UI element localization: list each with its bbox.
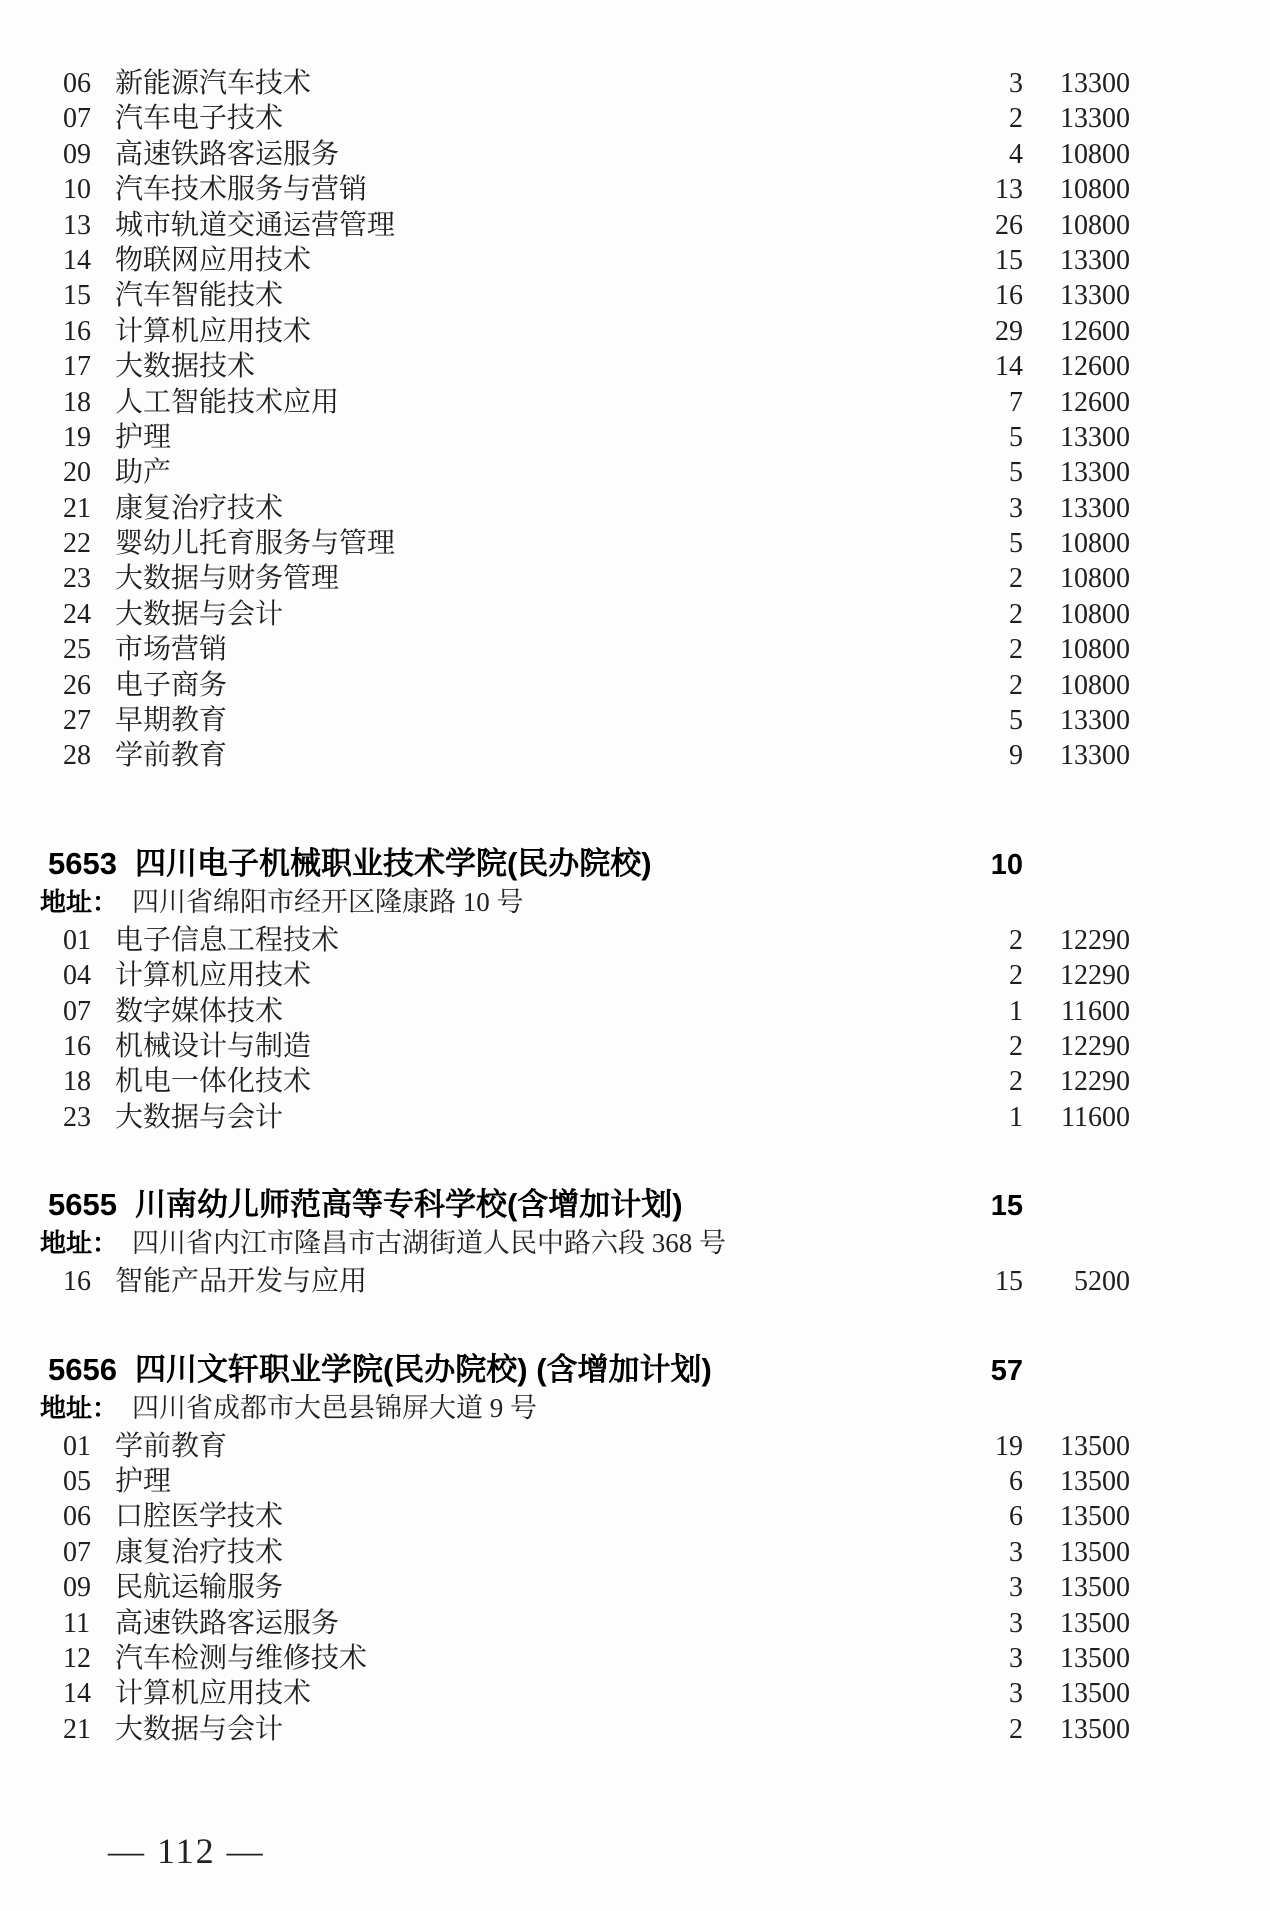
school-total-quota: 15 [990, 1190, 1023, 1223]
major-row [55, 632, 1130, 667]
major-name: 市场营销 [115, 634, 228, 666]
major-code: 01 [63, 1430, 91, 1462]
major-name: 数字媒体技术 [115, 995, 284, 1027]
major-code: 19 [63, 421, 91, 453]
major-row [55, 561, 1130, 596]
major-code: 04 [63, 960, 91, 992]
major-quota: 2 [1009, 669, 1023, 701]
major-quota: 6 [1009, 1501, 1023, 1533]
major-code: 27 [63, 705, 91, 737]
major-fee: 13300 [1060, 421, 1130, 453]
major-code: 06 [63, 68, 91, 99]
major-code: 16 [63, 315, 91, 347]
school-header [48, 844, 1130, 884]
major-row [55, 101, 1130, 136]
major-row [55, 1429, 1130, 1464]
major-fee: 12600 [1060, 386, 1130, 418]
major-quota: 16 [995, 280, 1023, 312]
major-name: 康复治疗技术 [115, 1536, 284, 1568]
major-fee: 13500 [1060, 1501, 1130, 1533]
major-row [55, 491, 1130, 526]
major-fee: 10800 [1060, 528, 1130, 560]
major-fee: 13300 [1060, 244, 1130, 276]
major-name: 计算机应用技术 [115, 960, 312, 992]
school-major-rows [55, 1429, 1130, 1748]
major-name: 高速铁路客运服务 [115, 138, 340, 170]
major-fee: 5200 [1074, 1266, 1130, 1298]
major-quota: 15 [995, 1266, 1023, 1298]
major-quota: 2 [1009, 1030, 1023, 1062]
major-fee: 12290 [1060, 1030, 1130, 1062]
major-fee: 13500 [1060, 1465, 1130, 1497]
school-section [40, 1350, 1130, 1748]
major-name: 大数据技术 [115, 351, 256, 383]
major-name: 汽车检测与维修技术 [115, 1642, 368, 1674]
major-row [55, 738, 1130, 773]
major-code: 06 [63, 1501, 91, 1533]
school-name: 四川电子机械职业技术学院(民办院校) [134, 845, 652, 881]
address-label: 地址： [40, 1228, 119, 1259]
major-name: 大数据与会计 [115, 598, 284, 630]
major-name: 学前教育 [115, 740, 228, 772]
major-code: 14 [63, 244, 91, 276]
major-code: 20 [63, 457, 91, 489]
major-code: 22 [63, 528, 91, 560]
page-footer [108, 1830, 265, 1872]
major-quota: 3 [1009, 492, 1023, 524]
major-fee: 13500 [1060, 1430, 1130, 1462]
major-name: 助产 [115, 457, 172, 489]
major-fee: 13500 [1060, 1572, 1130, 1604]
major-row [55, 1641, 1130, 1676]
major-code: 07 [63, 103, 91, 135]
address-label: 地址： [40, 886, 119, 917]
major-quota: 3 [1009, 1607, 1023, 1639]
major-row [55, 1535, 1130, 1570]
major-code: 01 [63, 924, 91, 956]
major-quota: 2 [1009, 598, 1023, 630]
major-row [55, 455, 1130, 490]
school-code: 5656 [48, 1351, 117, 1387]
major-fee: 13500 [1060, 1536, 1130, 1568]
major-name: 高速铁路客运服务 [115, 1607, 340, 1639]
major-fee: 10800 [1060, 598, 1130, 630]
major-code: 12 [63, 1642, 91, 1674]
major-name: 早期教育 [115, 705, 228, 737]
major-row [55, 1264, 1130, 1299]
major-code: 16 [63, 1030, 91, 1062]
major-fee: 13500 [1060, 1678, 1130, 1710]
major-name: 智能产品开发与应用 [115, 1266, 368, 1298]
major-quota: 3 [1009, 1572, 1023, 1604]
major-row [55, 958, 1130, 993]
major-name: 城市轨道交通运营管理 [115, 209, 396, 241]
major-fee: 13300 [1060, 68, 1130, 99]
major-quota: 2 [1009, 960, 1023, 992]
school-code: 5653 [48, 845, 117, 881]
major-name: 人工智能技术应用 [115, 386, 340, 418]
major-quota: 19 [995, 1430, 1023, 1462]
major-fee: 10800 [1060, 563, 1130, 595]
major-fee: 13300 [1060, 103, 1130, 135]
major-name: 护理 [115, 421, 172, 453]
major-name: 物联网应用技术 [115, 244, 312, 276]
major-row [55, 923, 1130, 958]
major-row [55, 1606, 1130, 1641]
major-fee: 13500 [1060, 1713, 1130, 1745]
school-address-line [40, 1225, 1130, 1262]
major-row [55, 1464, 1130, 1499]
major-name: 电子信息工程技术 [115, 924, 340, 956]
major-fee: 13300 [1060, 457, 1130, 489]
major-quota: 14 [995, 351, 1023, 383]
major-fee: 13500 [1060, 1642, 1130, 1674]
major-quota: 5 [1009, 421, 1023, 453]
major-row [55, 1499, 1130, 1534]
major-code: 05 [63, 1465, 91, 1497]
major-fee: 12600 [1060, 351, 1130, 383]
major-code: 26 [63, 669, 91, 701]
major-name: 汽车电子技术 [115, 103, 284, 135]
major-row [55, 1064, 1130, 1099]
major-quota: 2 [1009, 1713, 1023, 1745]
major-fee: 12600 [1060, 315, 1130, 347]
major-code: 07 [63, 1536, 91, 1568]
school-address-line [40, 884, 1130, 921]
major-code: 09 [63, 1572, 91, 1604]
major-code: 23 [63, 1101, 91, 1133]
major-row [55, 1029, 1130, 1064]
major-quota: 1 [1009, 1101, 1023, 1133]
major-name: 口腔医学技术 [115, 1501, 284, 1533]
school-header [48, 1185, 1130, 1225]
major-row [55, 1712, 1130, 1747]
major-fee: 13300 [1060, 705, 1130, 737]
major-row [55, 314, 1130, 349]
major-quota: 1 [1009, 995, 1023, 1027]
major-name: 汽车智能技术 [115, 280, 284, 312]
major-name: 大数据与财务管理 [115, 563, 340, 595]
school-section [40, 1185, 1130, 1299]
major-code: 14 [63, 1678, 91, 1710]
major-fee: 10800 [1060, 174, 1130, 206]
major-code: 15 [63, 280, 91, 312]
major-row [55, 66, 1130, 101]
major-code: 18 [63, 1066, 91, 1098]
major-code: 10 [63, 174, 91, 206]
major-fee: 13300 [1060, 280, 1130, 312]
major-fee: 10800 [1060, 138, 1130, 170]
major-name: 电子商务 [115, 669, 228, 701]
major-fee: 12290 [1060, 1066, 1130, 1098]
major-name: 康复治疗技术 [115, 492, 284, 524]
major-row [55, 137, 1130, 172]
school-major-rows [55, 923, 1130, 1135]
major-name: 护理 [115, 1465, 172, 1497]
major-quota: 5 [1009, 705, 1023, 737]
major-name: 机械设计与制造 [115, 1030, 312, 1062]
major-name: 大数据与会计 [115, 1101, 284, 1133]
continued-majors-section [55, 0, 1130, 774]
major-code: 21 [63, 492, 91, 524]
major-row [55, 1676, 1130, 1711]
address-label: 地址： [40, 1392, 119, 1423]
major-code: 11 [63, 1607, 90, 1639]
major-quota: 9 [1009, 740, 1023, 772]
major-fee: 10800 [1060, 209, 1130, 241]
school-code: 5655 [48, 1187, 117, 1223]
major-row [55, 1570, 1130, 1605]
major-row [55, 703, 1130, 738]
major-row [55, 668, 1130, 703]
major-name: 新能源汽车技术 [115, 68, 312, 99]
school-address-line [40, 1390, 1130, 1427]
major-fee: 13300 [1060, 492, 1130, 524]
major-row [55, 172, 1130, 207]
major-fee: 10800 [1060, 669, 1130, 701]
major-code: 18 [63, 386, 91, 418]
major-fee: 11600 [1061, 1101, 1130, 1133]
major-quota: 3 [1009, 1642, 1023, 1674]
major-name: 学前教育 [115, 1430, 228, 1462]
major-row [55, 994, 1130, 1029]
major-row [55, 597, 1130, 632]
major-fee: 10800 [1060, 634, 1130, 666]
major-fee: 12290 [1060, 960, 1130, 992]
major-fee: 12290 [1060, 924, 1130, 956]
major-code: 13 [63, 209, 91, 241]
major-quota: 15 [995, 244, 1023, 276]
major-quota: 2 [1009, 1066, 1023, 1098]
major-quota: 26 [995, 209, 1023, 241]
major-quota: 13 [995, 174, 1023, 206]
major-code: 25 [63, 634, 91, 666]
major-code: 21 [63, 1713, 91, 1745]
major-name: 汽车技术服务与营销 [115, 174, 368, 206]
major-row [55, 420, 1130, 455]
major-quota: 2 [1009, 634, 1023, 666]
major-code: 28 [63, 740, 91, 772]
major-code: 17 [63, 351, 91, 383]
school-total-quota: 10 [990, 848, 1023, 881]
major-code: 24 [63, 598, 91, 630]
major-code: 23 [63, 563, 91, 595]
major-fee: 11600 [1061, 995, 1130, 1027]
major-name: 机电一体化技术 [115, 1066, 312, 1098]
major-fee: 13300 [1060, 740, 1130, 772]
major-row [55, 1100, 1130, 1135]
school-total-quota: 57 [990, 1354, 1023, 1387]
school-section [40, 844, 1130, 1135]
major-row [55, 208, 1130, 243]
major-fee: 13500 [1060, 1607, 1130, 1639]
major-quota: 4 [1009, 138, 1023, 170]
major-name: 大数据与会计 [115, 1713, 284, 1745]
major-quota: 2 [1009, 563, 1023, 595]
major-code: 09 [63, 138, 91, 170]
address-value: 四川省成都市大邑县锦屏大道 9 号 [132, 1392, 538, 1423]
page-number: — 112 — [108, 1831, 265, 1871]
major-quota: 3 [1009, 1678, 1023, 1710]
major-name: 民航运输服务 [115, 1572, 284, 1604]
major-quota: 29 [995, 315, 1023, 347]
major-row [55, 385, 1130, 420]
major-name: 计算机应用技术 [115, 315, 312, 347]
school-header [48, 1350, 1130, 1390]
major-quota: 3 [1009, 1536, 1023, 1568]
major-code: 16 [63, 1266, 91, 1298]
major-quota: 7 [1009, 386, 1023, 418]
major-row [55, 526, 1130, 561]
major-row [55, 349, 1130, 384]
major-quota: 5 [1009, 457, 1023, 489]
major-quota: 2 [1009, 924, 1023, 956]
major-code: 07 [63, 995, 91, 1027]
school-major-rows [55, 1264, 1130, 1299]
major-quota: 2 [1009, 103, 1023, 135]
major-quota: 6 [1009, 1465, 1023, 1497]
address-value: 四川省绵阳市经开区隆康路 10 号 [132, 886, 524, 917]
major-name: 婴幼儿托育服务与管理 [115, 528, 396, 560]
major-quota: 3 [1009, 68, 1023, 99]
school-name: 四川文轩职业学院(民办院校) (含增加计划) [134, 1351, 712, 1387]
major-row [55, 278, 1130, 313]
school-sections [40, 844, 1130, 1747]
school-name: 川南幼儿师范高等专科学校(含增加计划) [134, 1187, 683, 1223]
page-content [40, 0, 1130, 1871]
major-quota: 5 [1009, 528, 1023, 560]
major-row [55, 243, 1130, 278]
major-name: 计算机应用技术 [115, 1678, 312, 1710]
address-value: 四川省内江市隆昌市古湖街道人民中路六段 368 号 [132, 1228, 727, 1259]
